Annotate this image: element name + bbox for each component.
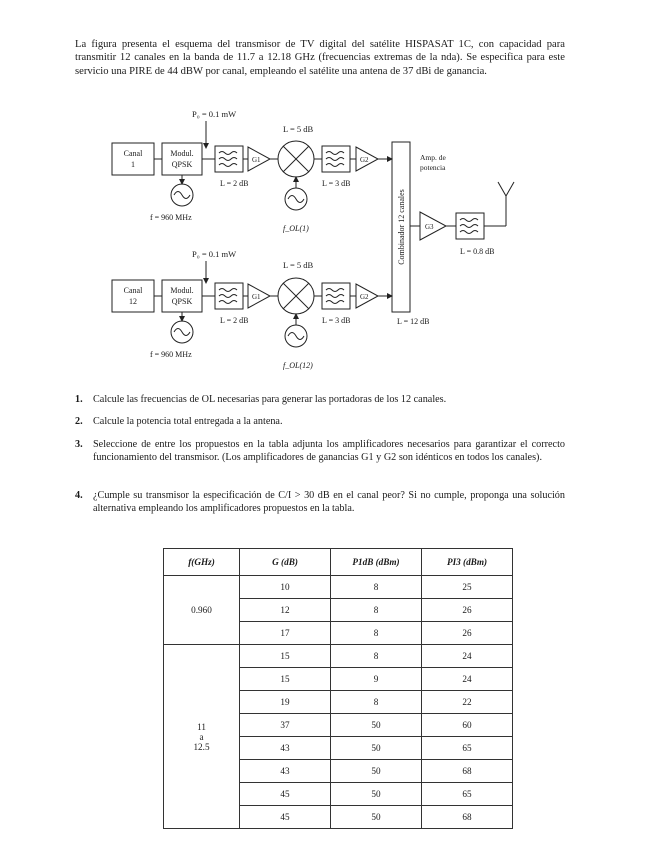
p1db-cell: 50 [331,806,422,829]
gain-cell: 12 [240,599,331,622]
question-3: 3. Seleccione de entre los propuestos en la tabla adjunta los amplificadores necesarios para garantizar el correcto funcionamiento del transmisor. (Los amplificadores de ganancias G1 y G2 son idénticos en todos los canales). [75,439,565,464]
g1-label-12: G1 [252,293,261,301]
gain-cell: 37 [240,714,331,737]
channel-1-chain [112,109,392,233]
gain-cell: 45 [240,783,331,806]
p0-label-1: P₀ = 0.1 mW [192,109,237,119]
g2-label-1: G2 [360,156,369,164]
freq-cell-group2 [164,645,240,829]
f-ol-label-1: f_OL(1) [283,224,309,233]
table-header-row [164,549,513,576]
combiner-label: Combinador 12 canales [397,189,406,265]
qpsk-1-label: QPSK [171,160,193,169]
modulator-12-label: Modul. [170,286,194,295]
p1db-cell: 50 [331,783,422,806]
p1db-cell: 8 [331,691,422,714]
power-amp-label-2: potencia [420,163,446,172]
table-row [164,645,513,668]
question-1: 1. Calcule las frecuencias de OL necesarias para generar las portadoras de los 12 canales. [75,394,447,405]
gain-cell: 15 [240,645,331,668]
canal-12-label: Canal [123,286,143,295]
pi3-cell: 68 [422,760,513,783]
pi3-cell: 65 [422,783,513,806]
modulator-1-box [162,143,202,175]
freq-group2-end: 12.5 [193,741,210,752]
qpsk-12-label: QPSK [171,297,193,306]
canal-12-number: 12 [129,297,137,306]
amplifier-table [163,548,513,829]
f-ol-label-12: f_OL(12) [283,361,313,370]
gain-cell: 43 [240,760,331,783]
gain-cell: 45 [240,806,331,829]
intro-paragraph: La figura presenta el esquema del transmisor de TV digital del satélite HISPASAT 1C, con capacidad para transmitir 12 canales en la banda de 11.7 a 12.18 GHz (frecuencias extremas de la nda). Se especifica para este servicio una PIRE de 44 dBW por canal, empleando el satélite una antena de 37 dBi de ganancia. [75,39,565,77]
p0-label-12: P₀ = 0.1 mW [192,249,237,259]
loss-5-label-1: L = 5 dB [283,124,314,134]
channel-12-chain [112,249,392,370]
p1db-cell: 8 [331,645,422,668]
loss-3-label-1: L = 3 dB [322,179,351,188]
canal-1-label: Canal [123,149,143,158]
canal-1-number: 1 [131,160,135,169]
gain-cell: 17 [240,622,331,645]
pi3-cell: 60 [422,714,513,737]
gain-cell: 10 [240,576,331,599]
loss-2-label-1: L = 2 dB [220,179,249,188]
freq-960-label-12: f = 960 MHz [150,350,192,359]
table-row [164,576,513,599]
freq-cell-group1: 0.960 [164,576,240,645]
pi3-cell: 24 [422,668,513,691]
g2-label-12: G2 [360,293,369,301]
pi3-cell: 25 [422,576,513,599]
loss-2-label-12: L = 2 dB [220,316,249,325]
p1db-cell: 50 [331,760,422,783]
p1db-cell: 8 [331,576,422,599]
header-p1db: P1dB (dBm) [331,549,422,576]
g3-label: G3 [425,223,434,231]
loss-5-label-12: L = 5 dB [283,260,314,270]
loss-08-label: L = 0.8 dB [460,247,495,256]
p1db-cell: 50 [331,714,422,737]
freq-group2-mid: a [199,731,204,742]
g1-label-1: G1 [252,156,261,164]
pi3-cell: 24 [422,645,513,668]
pi3-cell: 65 [422,737,513,760]
freq-960-label-1: f = 960 MHz [150,213,192,222]
canal-12-box [112,280,154,312]
loss-3-label-12: L = 3 dB [322,316,351,325]
question-4: 4. ¿Cumple su transmisor la especificación de C/I > 30 dB en el canal peor? Si no cumple, proponga una solución alternativa empleando los amplificadores propuestos en la tabla. [75,490,565,515]
question-2: 2. Calcule la potencia total entregada a la antena. [75,416,283,427]
pi3-cell: 26 [422,622,513,645]
gain-cell: 15 [240,668,331,691]
header-freq: f(GHz) [164,549,240,576]
modulator-1-label: Modul. [170,149,194,158]
p1db-cell: 8 [331,599,422,622]
gain-cell: 19 [240,691,331,714]
p1db-cell: 8 [331,622,422,645]
gain-cell: 43 [240,737,331,760]
p1db-cell: 50 [331,737,422,760]
combiner-output [392,142,514,326]
header-pi3: PI3 (dBm) [422,549,513,576]
freq-group2-start: 11 [197,721,206,732]
pi3-cell: 68 [422,806,513,829]
pi3-cell: 26 [422,599,513,622]
loss-12-label: L = 12 dB [397,317,430,326]
power-amp-label-1: Amp. de [420,153,446,162]
header-gain: G (dB) [240,549,331,576]
pi3-cell: 22 [422,691,513,714]
modulator-12-box [162,280,202,312]
canal-1-box [112,143,154,175]
p1db-cell: 9 [331,668,422,691]
